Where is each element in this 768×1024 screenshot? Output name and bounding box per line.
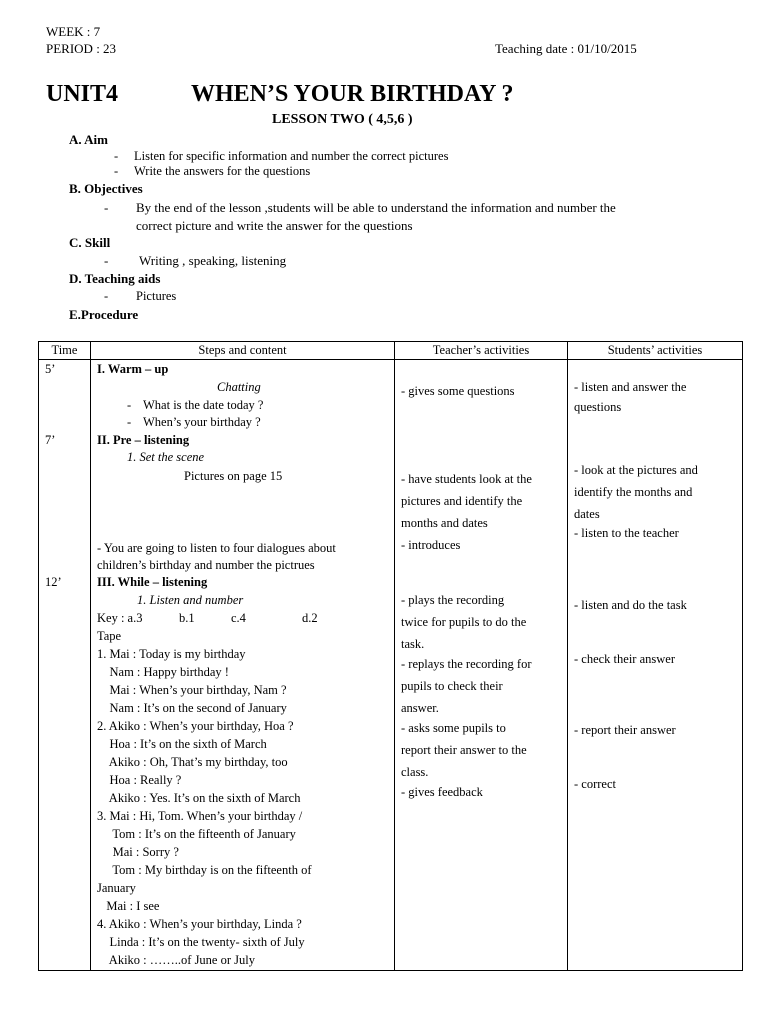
student-activity-cont: questions	[574, 400, 622, 414]
teacher-activity: - plays the recording	[401, 593, 505, 607]
teacher-activity: - introduces	[401, 538, 461, 552]
step-set-scene: 1. Set the scene	[127, 450, 205, 464]
tape-line: Akiko : Oh, That’s my birthday, too	[97, 755, 288, 769]
step-prelistening-heading: II. Pre – listening	[97, 433, 190, 447]
objectives-heading: B. Objectives	[69, 181, 143, 196]
step-chatting: Chatting	[217, 380, 261, 394]
dash-bullet: -	[104, 253, 109, 268]
tape-line: Mai : I see	[97, 899, 160, 913]
objectives-text: - By the end of the lesson ,students will be able to understand the information and number the	[104, 200, 616, 215]
teaching-aids-heading: D. Teaching aids	[69, 271, 161, 286]
step-whilelistening-heading: III. While – listening	[97, 575, 208, 589]
column-header-teacher: Teacher’s activities	[395, 342, 568, 360]
step-intro: - You are going to listen to four dialogues about	[97, 541, 336, 555]
tape-line: Hoa : It’s on the sixth of March	[97, 737, 267, 751]
steps-column	[91, 360, 395, 971]
teacher-activity: - asks some pupils to	[401, 721, 506, 735]
column-header-steps: Steps and content	[91, 342, 395, 360]
objectives-text-cont: correct picture and write the answer for the questions	[136, 218, 413, 233]
answer-key: Key : a.3	[97, 611, 143, 625]
teacher-activity-cont: pictures and identify the	[401, 494, 523, 508]
tape-line: 2. Akiko : When’s your birthday, Hoa ?	[97, 719, 294, 733]
skill-heading: C. Skill	[69, 235, 111, 250]
teacher-activity-cont: report their answer to the	[401, 743, 527, 757]
column-header-time: Time	[39, 342, 91, 360]
step-warmup-heading: I. Warm – up	[97, 362, 169, 376]
answer-key-c: c.4	[231, 611, 246, 625]
teacher-activity-cont: twice for pupils to do the	[401, 615, 527, 629]
lesson-plan-table	[38, 341, 743, 971]
answer-key-d: d.2	[302, 611, 318, 625]
unit-title: WHEN’S YOUR BIRTHDAY ?	[191, 81, 514, 107]
time-warmup: 5’	[45, 362, 56, 376]
step-question: - When’s your birthday ?	[127, 415, 261, 429]
student-activity-cont: identify the months and	[574, 485, 693, 499]
procedure-heading: E.Procedure	[69, 307, 139, 322]
table-header-row	[39, 342, 743, 360]
tape-line: 3. Mai : Hi, Tom. When’s your birthday /	[97, 809, 303, 823]
teacher-activity: - gives feedback	[401, 785, 483, 799]
tape-line: January	[97, 881, 136, 895]
tape-line: Nam : It’s on the second of January	[97, 701, 287, 715]
tape-line: Tom : It’s on the fifteenth of January	[97, 827, 296, 841]
student-activity: - listen to the teacher	[574, 526, 679, 540]
tape-line: 1. Mai : Today is my birthday	[97, 647, 246, 661]
time-whilelistening: 12’	[45, 575, 62, 589]
student-activity: - check their answer	[574, 652, 675, 666]
student-activity: - look at the pictures and	[574, 463, 698, 477]
unit-number: UNIT4	[46, 81, 119, 107]
column-header-students: Students’ activities	[568, 342, 743, 360]
time-prelistening: 7’	[45, 433, 56, 447]
tape-label: Tape	[97, 629, 122, 643]
tape-line: Mai : Sorry ?	[97, 845, 179, 859]
step-listen-number: 1. Listen and number	[137, 593, 244, 607]
teaching-aids-item: - Pictures	[104, 289, 177, 303]
teacher-activity-cont: task.	[401, 637, 425, 651]
dash-bullet: -	[114, 164, 119, 178]
tape-line: 4. Akiko : When’s your birthday, Linda ?	[97, 917, 302, 931]
step-pictures: Pictures on page 15	[184, 469, 283, 483]
dash-bullet: -	[104, 200, 109, 215]
students-column	[568, 360, 743, 971]
teacher-activity: - replays the recording for	[401, 657, 532, 671]
aim-heading: A. Aim	[69, 132, 108, 147]
tape-line: Nam : Happy birthday !	[97, 665, 229, 679]
student-activity: - listen and do the task	[574, 598, 687, 612]
week-label: WEEK : 7	[46, 24, 101, 39]
teaching-date: Teaching date : 01/10/2015	[495, 41, 637, 56]
tape-line: Akiko : ……..of June or July	[97, 953, 255, 967]
aim-item: - Listen for specific information and number the correct pictures	[114, 149, 449, 163]
step-intro-cont: children’s birthday and number the pictrues	[97, 558, 315, 572]
teacher-activity-cont: pupils to check their	[401, 679, 503, 693]
student-activity: - listen and answer the	[574, 380, 687, 394]
time-column	[39, 360, 91, 971]
dash-bullet: -	[114, 149, 119, 163]
teacher-activity: - gives some questions	[401, 384, 515, 398]
tape-line: Hoa : Really ?	[97, 773, 182, 787]
tape-line: Linda : It’s on the twenty- sixth of July	[97, 935, 305, 949]
tape-line: Akiko : Yes. It’s on the sixth of March	[97, 791, 301, 805]
skill-item: - Writing , speaking, listening	[104, 253, 287, 268]
lesson-title: LESSON TWO ( 4,5,6 )	[272, 112, 413, 127]
teacher-column	[395, 360, 568, 971]
answer-key-b: b.1	[179, 611, 195, 625]
period-label: PERIOD : 23	[46, 41, 117, 56]
student-activity-cont: dates	[574, 507, 600, 521]
tape-line: Tom : My birthday is on the fifteenth of	[97, 863, 312, 877]
teacher-activity-cont: answer.	[401, 701, 439, 715]
step-question: - What is the date today ?	[127, 398, 264, 412]
student-activity: - correct	[574, 777, 616, 791]
table-row	[39, 360, 743, 971]
teacher-activity: - have students look at the	[401, 472, 532, 486]
tape-line: Mai : When’s your birthday, Nam ?	[97, 683, 287, 697]
student-activity: - report their answer	[574, 723, 676, 737]
aim-item: - Write the answers for the questions	[114, 164, 311, 178]
teacher-activity-cont: class.	[401, 765, 429, 779]
teacher-activity-cont: months and dates	[401, 516, 488, 530]
dash-bullet: -	[104, 289, 109, 303]
